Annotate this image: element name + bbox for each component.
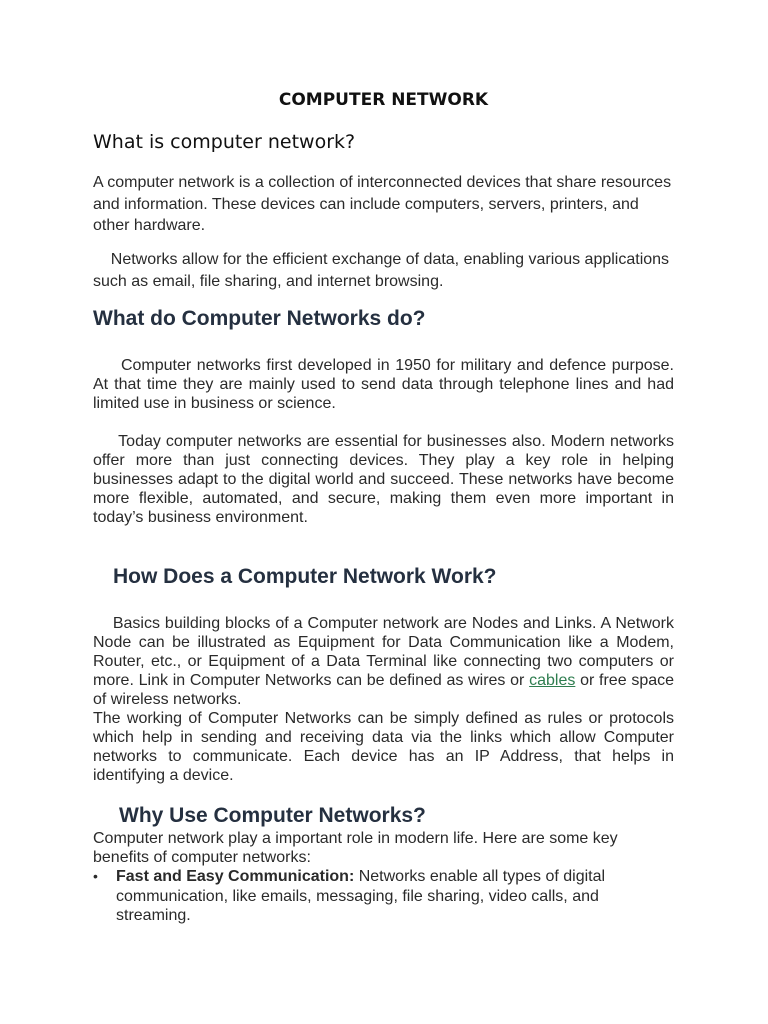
benefit-text: Networks enable all types of digital communication, like emails, messaging, file sharing, video calls, and streaming. <box>116 868 606 924</box>
intro-paragraph-1: A computer network is a collection of interconnected devices that share resources and information. These devices can include computers, servers, printers, and other hardware. <box>93 174 672 234</box>
cables-link[interactable]: cables <box>529 672 576 689</box>
benefits-list <box>93 867 674 926</box>
section2-paragraph-1 <box>93 614 674 709</box>
intro-heading: What is computer network? <box>93 131 356 153</box>
section1-paragraph-2: Today computer networks are essential for businesses also. Modern networks offer more than just connecting devices. They play a key role in helping businesses adapt to the digital world and succeed. These networks have become more flexible, automated, and secure, making them even more important in today’s business environment. <box>93 433 674 526</box>
bullet-icon: • <box>93 868 98 884</box>
section-heading-why-use: Why Use Computer Networks? <box>119 804 426 827</box>
section2-paragraph-1-tail: or free space of wireless networks. <box>93 672 675 708</box>
section-heading-how-does: How Does a Computer Network Work? <box>113 565 497 588</box>
section1-paragraph-1: Computer networks first developed in 1950 for military and defence purpose. At that time they are mainly used to send data through telephone lines and had limited use in business or science. <box>93 357 674 412</box>
section2-paragraph-2: The working of Computer Networks can be simply defined as rules or protocols which help in sending and receiving data via the links which allow Computer networks to communicate. Each device has an IP Address, that helps in identifying a device. <box>93 710 674 784</box>
intro-paragraph-2: Networks allow for the efficient exchange of data, enabling various applications such as email, file sharing, and internet browsing. <box>93 251 670 290</box>
section-heading-what-do: What do Computer Networks do? <box>93 307 426 330</box>
section3-intro: Computer network play a important role in modern life. Here are some key benefits of computer networks: <box>93 830 618 866</box>
document-title: COMPUTER NETWORK <box>278 90 489 110</box>
section2-paragraph-1-text: Basics building blocks of a Computer network are Nodes and Links. A Network Node can be illustrated as Equipment for Data Communication like a Modem, Router, etc., or Equipment of a Data Terminal like connecting two computers or more. Link in Computer Networks can be defined as wires or <box>93 615 674 689</box>
benefit-title: Fast and Easy Communication: <box>116 868 355 885</box>
list-item <box>93 867 674 926</box>
